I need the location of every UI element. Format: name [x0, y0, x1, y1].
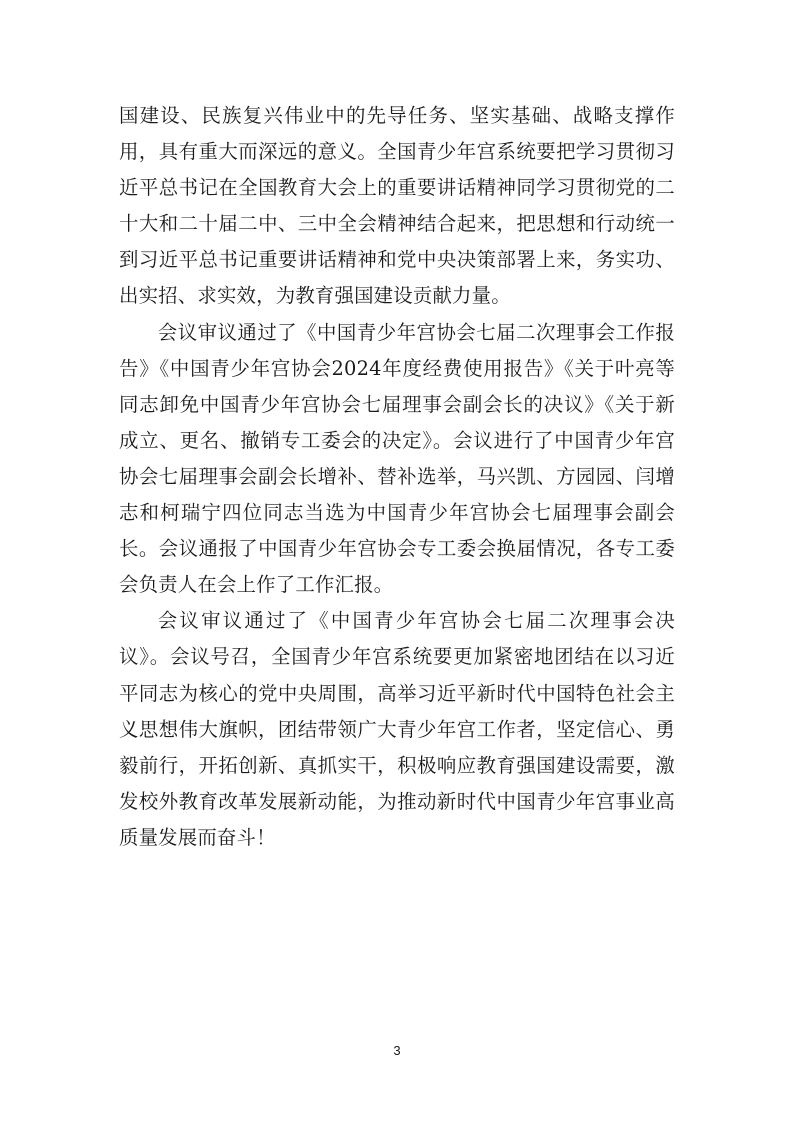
page-number: 3 — [393, 1043, 401, 1058]
body-text — [119, 98, 675, 856]
paragraph-resolution: 会议审议通过了《中国青少年宫协会七届二次理事会决议》。会议号召，全国青少年宫系统要更加紧密地团结在以习近平同志为核心的党中央周围，高举习近平新时代中国特色社会主义思想伟大旗帜，团结带领广大青少年宫工作者，坚定信心、勇毅前行，开拓创新、真抓实干，积极响应教育强国建设需要，激发校外教育改革发展新动能，为推动新时代中国青少年宫事业高质量发展而奋斗！ — [119, 609, 675, 849]
paragraph-continued: 国建设、民族复兴伟业中的先导任务、坚实基础、战略支撑作用，具有重大而深远的意义。全国青少年宫系统要把学习贯彻习近平总书记在全国教育大会上的重要讲话精神同学习贯彻党的二十大和二十届二中、三中全会精神结合起来，把思想和行动统一到习近平总书记重要讲话精神和党中央决策部署上来，务实功、出实招、求实效，为教育强国建设贡献力量。 — [119, 104, 675, 308]
paragraph-deliberation: 会议审议通过了《中国青少年宫协会七届二次理事会工作报告》《中国青少年宫协会2024年度经费使用报告》《关于叶亮等同志卸免中国青少年宫协会七届理事会副会长的决议》《关于新成立、更名、撤销专工委会的决定》。会议进行了中国青少年宫协会七届理事会副会长增补、替补选举，马兴凯、方园园、闫增志和柯瑞宁四位同志当选为中国青少年宫协会七届理事会副会长。会议通报了中国青少年宫协会专工委会换届情况，各专工委会负责人在会上作了工作汇报。 — [119, 320, 675, 597]
